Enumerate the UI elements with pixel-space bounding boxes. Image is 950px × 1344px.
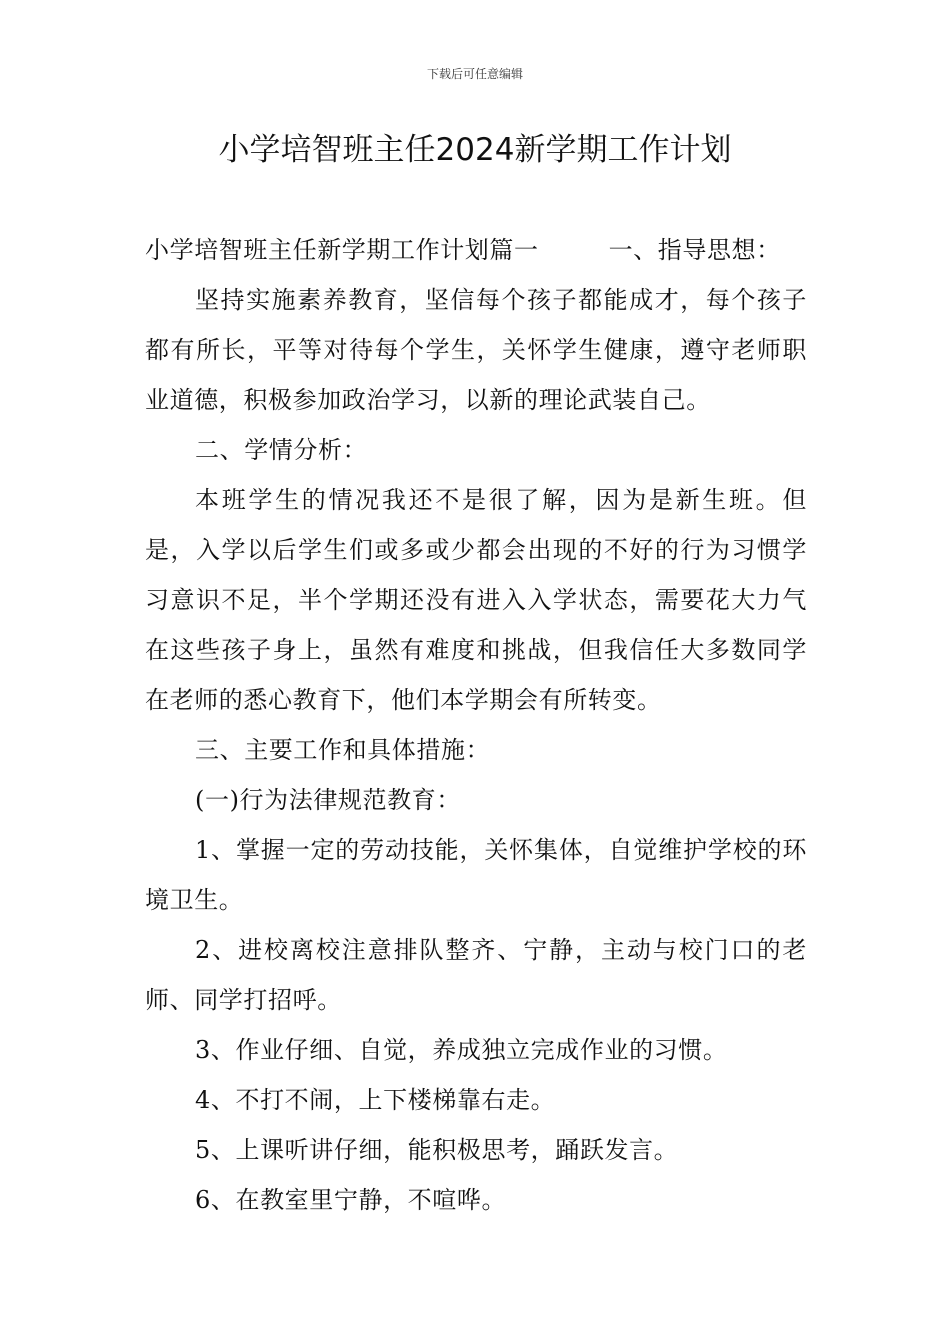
list-item-1: 1、掌握一定的劳动技能，关怀集体，自觉维护学校的环境卫生。 xyxy=(145,836,807,914)
list-item-4: 4、不打不闹，上下楼梯靠右走。 xyxy=(195,1086,556,1114)
lead-subtitle: 小学培智班主任新学期工作计划篇一 xyxy=(145,236,539,264)
list-item-2: 2、进校离校注意排队整齐、宁静，主动与校门口的老师、同学打招呼。 xyxy=(145,936,807,1014)
document-body xyxy=(145,225,807,1225)
list-item-5: 5、上课听讲仔细，能积极思考，踊跃发言。 xyxy=(195,1136,679,1164)
header-note: 下载后可任意编辑 xyxy=(426,67,523,81)
document-title: 小学培智班主任2024新学期工作计划 xyxy=(218,132,732,168)
paragraph-guiding-thought: 坚持实施素养教育，坚信每个孩子都能成才，每个孩子都有所长，平等对待每个学生，关怀学生健康，遵守老师职业道德，积极参加政治学习，以新的理论武装自己。 xyxy=(145,286,807,414)
list-item-6: 6、在教室里宁静，不喧哗。 xyxy=(195,1186,507,1214)
section-heading-main-work: 三、主要工作和具体措施： xyxy=(195,736,491,764)
list-item-3: 3、作业仔细、自觉，养成独立完成作业的习惯。 xyxy=(195,1036,728,1064)
subheading-behavior-education: (一)行为法律规范教育： xyxy=(195,786,461,814)
lead-line xyxy=(145,225,807,275)
paragraph-student-analysis: 本班学生的情况我还不是很了解，因为是新生班。但是，入学以后学生们或多或少都会出现的不好的行为习惯学习意识不足，半个学期还没有进入入学状态，需要花大力气在这些孩子身上，虽然有难度和挑战，但我信任大多数同学在老师的悉心教育下，他们本学期会有所转变。 xyxy=(145,486,807,714)
section-heading-guiding-thought: 一、指导思想： xyxy=(608,236,781,264)
section-heading-student-analysis: 二、学情分析： xyxy=(195,436,368,464)
